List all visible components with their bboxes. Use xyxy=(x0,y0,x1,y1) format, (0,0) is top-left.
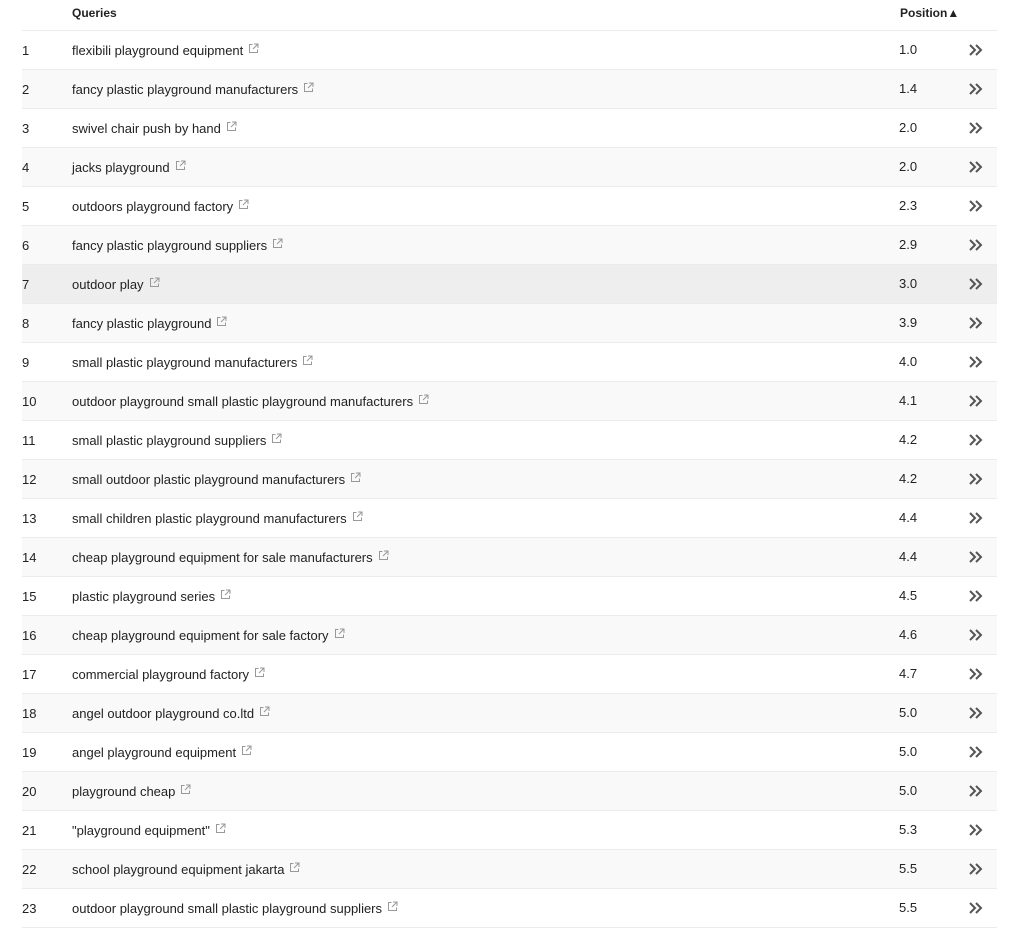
row-number: 22 xyxy=(22,862,37,877)
position-value: 1.4 xyxy=(899,81,918,96)
query-cell xyxy=(72,628,345,643)
table-row[interactable] xyxy=(22,499,997,538)
query-text: flexibili playground equipment xyxy=(72,43,244,58)
query-text: cheap playground equipment for sale factory xyxy=(72,628,329,643)
double-chevron-right-icon[interactable] xyxy=(968,823,984,837)
query-text: outdoor playground small plastic playground suppliers xyxy=(72,901,383,916)
double-chevron-right-icon[interactable] xyxy=(968,667,984,681)
position-value: 4.7 xyxy=(899,666,918,681)
double-chevron-right-icon[interactable] xyxy=(968,82,984,96)
table-row[interactable] xyxy=(22,382,997,421)
row-number: 11 xyxy=(22,433,36,448)
query-cell xyxy=(72,706,270,721)
external-link-icon[interactable] xyxy=(387,901,398,912)
double-chevron-right-icon[interactable] xyxy=(968,238,984,252)
table-row[interactable] xyxy=(22,187,997,226)
position-value: 4.1 xyxy=(899,393,918,408)
table-row[interactable] xyxy=(22,148,997,187)
query-cell xyxy=(72,160,186,175)
position-value: 5.5 xyxy=(899,861,918,876)
query-text: outdoor playground small plastic playground manufacturers xyxy=(72,394,414,409)
external-link-icon[interactable] xyxy=(289,862,300,873)
position-value: 2.3 xyxy=(899,198,918,213)
table-row[interactable] xyxy=(22,265,997,304)
external-link-icon[interactable] xyxy=(226,121,237,132)
query-cell xyxy=(72,745,252,760)
external-link-icon[interactable] xyxy=(241,745,252,756)
row-number: 4 xyxy=(22,160,30,175)
row-number: 17 xyxy=(22,667,37,682)
query-text: angel outdoor playground co.ltd xyxy=(72,706,255,721)
query-text: small children plastic playground manufacturers xyxy=(72,511,347,526)
query-text: swivel chair push by hand xyxy=(72,121,221,136)
query-text: cheap playground equipment for sale manufacturers xyxy=(72,550,373,565)
position-value: 4.5 xyxy=(899,588,918,603)
table-row[interactable] xyxy=(22,655,997,694)
query-cell xyxy=(72,433,282,448)
table-row[interactable] xyxy=(22,811,997,850)
row-number: 8 xyxy=(22,316,30,331)
external-link-icon[interactable] xyxy=(215,823,226,834)
double-chevron-right-icon[interactable] xyxy=(968,628,984,642)
row-number: 1 xyxy=(22,43,30,58)
double-chevron-right-icon[interactable] xyxy=(968,550,984,564)
external-link-icon[interactable] xyxy=(259,706,270,717)
row-number: 9 xyxy=(22,355,30,370)
position-value: 1.0 xyxy=(899,42,918,57)
row-number: 2 xyxy=(22,82,30,97)
query-text: small plastic playground manufacturers xyxy=(72,355,298,370)
query-cell xyxy=(72,784,191,799)
table-row[interactable] xyxy=(22,694,997,733)
table-row[interactable] xyxy=(22,421,997,460)
external-link-icon[interactable] xyxy=(248,43,259,54)
query-text: outdoor play xyxy=(72,277,144,292)
query-cell xyxy=(72,316,227,331)
table-header xyxy=(22,0,997,31)
table-row[interactable] xyxy=(22,226,997,265)
external-link-icon[interactable] xyxy=(350,472,361,483)
table-row[interactable] xyxy=(22,538,997,577)
position-value: 4.6 xyxy=(899,627,918,642)
query-text: "playground equipment" xyxy=(72,823,210,838)
position-value: 4.4 xyxy=(899,510,918,525)
double-chevron-right-icon[interactable] xyxy=(968,706,984,720)
query-text: playground cheap xyxy=(72,784,176,799)
row-number: 14 xyxy=(22,550,37,565)
query-cell xyxy=(72,394,429,409)
row-number: 21 xyxy=(22,823,37,838)
query-cell xyxy=(72,511,363,526)
position-value: 3.9 xyxy=(899,315,918,330)
table-row[interactable] xyxy=(22,70,997,109)
column-header-queries[interactable]: Queries xyxy=(72,6,117,20)
query-cell xyxy=(72,121,237,136)
row-number: 3 xyxy=(22,121,30,136)
query-cell xyxy=(72,667,265,682)
position-value: 2.0 xyxy=(899,120,918,135)
position-value: 2.0 xyxy=(899,159,918,174)
external-link-icon[interactable] xyxy=(334,628,345,639)
query-cell xyxy=(72,82,314,97)
sort-ascending-icon: ▲ xyxy=(947,6,960,20)
query-text: school playground equipment jakarta xyxy=(72,862,285,877)
external-link-icon[interactable] xyxy=(238,199,249,210)
table-row[interactable] xyxy=(22,733,997,772)
double-chevron-right-icon[interactable] xyxy=(968,355,984,369)
double-chevron-right-icon[interactable] xyxy=(968,394,984,408)
position-value: 5.0 xyxy=(899,705,918,720)
row-number: 5 xyxy=(22,199,30,214)
external-link-icon[interactable] xyxy=(272,238,283,249)
row-number: 12 xyxy=(22,472,37,487)
external-link-icon[interactable] xyxy=(302,355,313,366)
position-value: 4.4 xyxy=(899,549,918,564)
table-body xyxy=(22,31,997,928)
external-link-icon[interactable] xyxy=(180,784,191,795)
position-value: 5.0 xyxy=(899,744,918,759)
query-cell xyxy=(72,277,160,292)
double-chevron-right-icon[interactable] xyxy=(968,160,984,174)
column-header-position[interactable] xyxy=(900,6,959,20)
query-cell xyxy=(72,589,231,604)
external-link-icon[interactable] xyxy=(303,82,314,93)
external-link-icon[interactable] xyxy=(378,550,389,561)
query-text: fancy plastic playground suppliers xyxy=(72,238,268,253)
query-text: angel playground equipment xyxy=(72,745,237,760)
external-link-icon[interactable] xyxy=(216,316,227,327)
table-row[interactable] xyxy=(22,850,997,889)
table-row[interactable] xyxy=(22,772,997,811)
table-row[interactable] xyxy=(22,109,997,148)
queries-table xyxy=(22,0,997,928)
external-link-icon[interactable] xyxy=(149,277,160,288)
query-text: fancy plastic playground xyxy=(72,316,212,331)
row-number: 19 xyxy=(22,745,37,760)
table-row[interactable] xyxy=(22,343,997,382)
external-link-icon[interactable] xyxy=(175,160,186,171)
position-value: 5.5 xyxy=(899,900,918,915)
row-number: 10 xyxy=(22,394,37,409)
double-chevron-right-icon[interactable] xyxy=(968,784,984,798)
double-chevron-right-icon[interactable] xyxy=(968,901,984,915)
query-cell xyxy=(72,355,313,370)
query-text: small outdoor plastic playground manufacturers xyxy=(72,472,346,487)
position-value: 4.0 xyxy=(899,354,918,369)
position-value: 3.0 xyxy=(899,276,918,291)
row-number: 13 xyxy=(22,511,37,526)
position-value: 4.2 xyxy=(899,432,918,447)
table-row[interactable] xyxy=(22,31,997,70)
query-text: fancy plastic playground manufacturers xyxy=(72,82,299,97)
query-cell xyxy=(72,472,361,487)
row-number: 6 xyxy=(22,238,30,253)
query-cell xyxy=(72,238,283,253)
row-number: 15 xyxy=(22,589,37,604)
external-link-icon[interactable] xyxy=(418,394,429,405)
query-cell xyxy=(72,862,300,877)
query-cell xyxy=(72,901,398,916)
double-chevron-right-icon[interactable] xyxy=(968,433,984,447)
external-link-icon[interactable] xyxy=(352,511,363,522)
query-cell xyxy=(72,823,226,838)
table-row[interactable] xyxy=(22,889,997,928)
query-cell xyxy=(72,550,389,565)
double-chevron-right-icon[interactable] xyxy=(968,43,984,57)
table-row[interactable] xyxy=(22,460,997,499)
double-chevron-right-icon[interactable] xyxy=(968,511,984,525)
query-text: commercial playground factory xyxy=(72,667,250,682)
query-cell xyxy=(72,43,259,58)
position-value: 5.3 xyxy=(899,822,918,837)
query-text: outdoors playground factory xyxy=(72,199,234,214)
double-chevron-right-icon[interactable] xyxy=(968,121,984,135)
query-cell xyxy=(72,199,249,214)
position-value: 5.0 xyxy=(899,783,918,798)
position-value: 2.9 xyxy=(899,237,918,252)
double-chevron-right-icon[interactable] xyxy=(968,199,984,213)
double-chevron-right-icon[interactable] xyxy=(968,316,984,330)
external-link-icon[interactable] xyxy=(220,589,231,600)
query-text: plastic playground series xyxy=(72,589,216,604)
position-header-label: Position xyxy=(900,6,948,20)
double-chevron-right-icon[interactable] xyxy=(968,862,984,876)
table-row[interactable] xyxy=(22,577,997,616)
external-link-icon[interactable] xyxy=(254,667,265,678)
external-link-icon[interactable] xyxy=(271,433,282,444)
query-text: jacks playground xyxy=(72,160,170,175)
table-row[interactable] xyxy=(22,616,997,655)
position-value: 4.2 xyxy=(899,471,918,486)
double-chevron-right-icon[interactable] xyxy=(968,745,984,759)
double-chevron-right-icon[interactable] xyxy=(968,589,984,603)
row-number: 20 xyxy=(22,784,37,799)
row-number: 16 xyxy=(22,628,37,643)
double-chevron-right-icon[interactable] xyxy=(968,472,984,486)
query-text: small plastic playground suppliers xyxy=(72,433,267,448)
row-number: 7 xyxy=(22,277,30,292)
row-number: 18 xyxy=(22,706,37,721)
double-chevron-right-icon[interactable] xyxy=(968,277,984,291)
row-number: 23 xyxy=(22,901,37,916)
table-row[interactable] xyxy=(22,304,997,343)
